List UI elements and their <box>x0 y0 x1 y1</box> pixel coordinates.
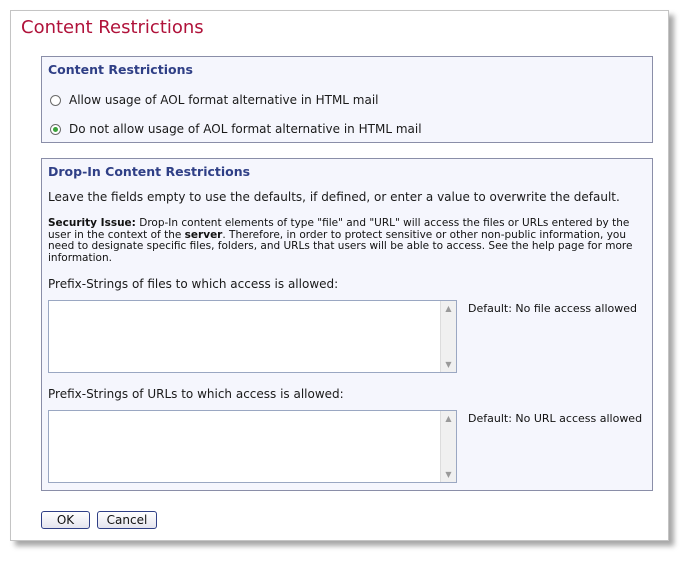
scroll-up-icon[interactable]: ▲ <box>445 304 452 313</box>
scroll-down-icon[interactable]: ▼ <box>445 360 452 369</box>
page-title: Content Restrictions <box>21 17 204 38</box>
urls-scrollbar[interactable] <box>440 411 456 482</box>
urls-default: Default: No URL access allowed <box>468 412 643 425</box>
section-title: Drop-In Content Restrictions <box>48 164 251 179</box>
radio-label: Allow usage of AOL format alternative in HTML mail <box>69 93 379 107</box>
radio-button[interactable] <box>50 95 61 106</box>
radio-disallow-aol[interactable] <box>50 120 422 138</box>
ok-button[interactable]: OK <box>41 511 90 529</box>
section-title: Content Restrictions <box>48 62 193 77</box>
radio-label: Do not allow usage of AOL format alternative in HTML mail <box>69 122 422 136</box>
radio-allow-aol[interactable] <box>50 91 379 109</box>
files-label: Prefix-Strings of files to which access is allowed: <box>48 277 339 291</box>
security-label: Security Issue: <box>48 217 136 229</box>
content-restrictions-panel <box>10 10 669 541</box>
scroll-down-icon[interactable]: ▼ <box>445 470 452 479</box>
cancel-button[interactable]: Cancel <box>97 511 157 529</box>
intro-text: Leave the fields empty to use the defaults, if defined, or enter a value to overwrite the default. <box>48 190 620 204</box>
radio-button-selected[interactable] <box>50 124 61 135</box>
urls-label: Prefix-Strings of URLs to which access is allowed: <box>48 387 344 401</box>
dropin-restrictions-section <box>41 158 653 491</box>
files-default: Default: No file access allowed <box>468 302 637 315</box>
files-scrollbar[interactable] <box>440 301 456 372</box>
files-textarea[interactable] <box>48 300 457 373</box>
scroll-up-icon[interactable]: ▲ <box>445 414 452 423</box>
security-note <box>48 218 648 264</box>
security-server: server <box>184 228 223 241</box>
content-restrictions-section <box>41 56 653 143</box>
security-text: Drop-In content elements of type "file" and "URL" will access the files or URLs entered by the user in the context of the <box>48 217 630 241</box>
urls-textarea[interactable] <box>48 410 457 483</box>
security-text-2: . Therefore, in order to protect sensitive or other non-public information, you need to designate specific files, folders, and URLs that users will be able to access. See the help page for more information. <box>48 228 633 264</box>
